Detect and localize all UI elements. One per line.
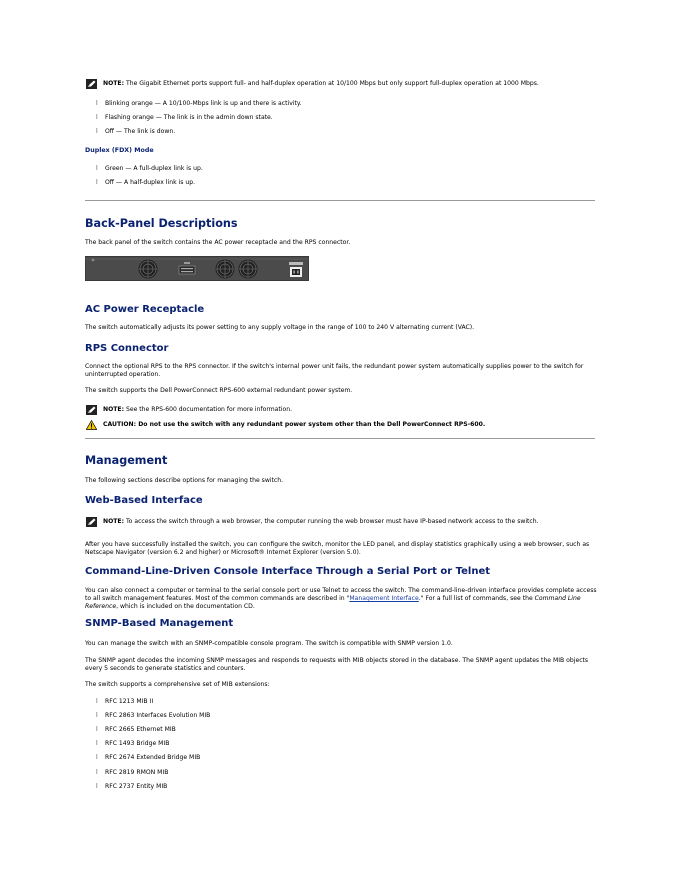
cli-paragraph: You can also connect a computer or terminal to the serial console port or use Telnet to access the switch. The command-line-driven interface provides complete access to all switch management features. Most of the common commands are described in "Management Interface." For a full list of commands, see the Command Line Reference, which is included on the documentation CD.: [85, 587, 597, 611]
duplex-heading: Duplex (FDX) Mode: [85, 147, 154, 154]
note-label: NOTE:: [103, 80, 125, 87]
snmp-paragraph: The switch supports a comprehensive set of MIB extensions:: [85, 681, 270, 688]
bullet-icon: l: [96, 114, 98, 121]
rps-heading: RPS Connector: [85, 343, 169, 354]
bullet-icon: l: [96, 712, 98, 719]
list-item: l Green — A full-duplex link is up.: [96, 165, 203, 172]
note-label: NOTE:: [103, 406, 125, 413]
list-item: l Off — The link is down.: [96, 128, 176, 135]
ac-power-text: The switch automatically adjusts its power setting to any supply voltage in the range of 100 to 240 V alternating current (VAC).: [85, 324, 475, 331]
note-text: The Gigabit Ethernet ports support full- and half-duplex operation at 10/100 Mbps but only support full-duplex operation at 1000 Mbps.: [124, 80, 539, 87]
divider: [85, 200, 595, 201]
note-pencil-icon: [86, 79, 97, 89]
snmp-paragraph: The SNMP agent decodes the incoming SNMP messages and responds to requests with MIB objects stored in the database. The SNMP agent updates the MIB objects every 5 seconds to generate statistics and counters.: [85, 657, 589, 673]
bullet-icon: l: [96, 783, 98, 790]
bullet-icon: l: [96, 128, 98, 135]
snmp-paragraph: You can manage the switch with an SNMP-compatible console program. The switch is compatible with SNMP version 1.0.: [85, 640, 453, 647]
rps-paragraph: The switch supports the Dell PowerConnect RPS-600 external redundant power system.: [85, 387, 353, 394]
note-pencil-icon: [86, 517, 97, 527]
web-heading: Web-Based Interface: [85, 495, 203, 506]
list-item: l RFC 2665 Ethernet MIB: [96, 726, 176, 733]
note-text: See the RPS-600 documentation for more information.: [124, 406, 293, 413]
ac-power-receptacle-icon: [289, 262, 303, 277]
list-item: l RFC 2674 Extended Bridge MIB: [96, 754, 201, 761]
caution-text: Do not use the switch with any redundant power system other than the Dell PowerConnect RPS-600.: [136, 421, 486, 428]
command-line-reference: Command Line Reference: [85, 595, 581, 611]
list-item: l Flashing orange — The link is in the admin down state.: [96, 114, 273, 121]
snmp-heading: SNMP-Based Management: [85, 618, 234, 629]
note-label: NOTE:: [103, 518, 125, 525]
fan-icon: [139, 260, 158, 279]
bullet-icon: l: [96, 769, 98, 776]
gigabit-note: [86, 79, 539, 89]
list-item: l RFC 1493 Bridge MIB: [96, 740, 170, 747]
ac-power-heading: AC Power Receptacle: [85, 304, 205, 315]
rps-note: [86, 405, 292, 415]
bullet-icon: l: [96, 698, 98, 705]
rps-caution: [86, 420, 485, 430]
back-panel-illustration: [85, 256, 309, 281]
back-panel-text: The back panel of the switch contains the AC power receptacle and the RPS connector.: [85, 239, 351, 246]
bullet-icon: l: [96, 754, 98, 761]
web-paragraph: After you have successfully installed the switch, you can configure the switch, monitor the LED panel, and display statistics graphically using a web browser, such as Netscape Navigator (version 6.2 and higher) or Microsoft® Internet Explorer (version 5.0).: [85, 541, 590, 557]
web-note: [86, 517, 539, 527]
management-heading: Management: [85, 454, 168, 467]
note-pencil-icon: [86, 405, 97, 415]
management-interface-link[interactable]: Management Interface: [349, 595, 419, 603]
list-item: l RFC 1213 MIB II: [96, 698, 154, 705]
caution-label: CAUTION:: [103, 421, 137, 428]
rps-paragraph: Connect the optional RPS to the RPS connector. If the switch's internal power unit fails, the redundant power system automatically supplies power to the switch for uninterrupted operation.: [85, 363, 584, 379]
list-item: l RFC 2863 Interfaces Evolution MIB: [96, 712, 211, 719]
bullet-icon: l: [96, 165, 98, 172]
list-item: l RFC 2819 RMON MIB: [96, 769, 169, 776]
bullet-icon: l: [96, 100, 98, 107]
list-item: l Blinking orange — A 10/100-Mbps link is up and there is activity.: [96, 100, 302, 107]
list-item: l RFC 2737 Entity MIB: [96, 783, 168, 790]
bullet-icon: l: [96, 179, 98, 186]
cli-heading: Command-Line-Driven Console Interface Through a Serial Port or Telnet: [85, 566, 491, 577]
bullet-icon: l: [96, 726, 98, 733]
caution-warning-icon: [86, 420, 97, 430]
bullet-icon: l: [96, 740, 98, 747]
back-panel-heading: Back-Panel Descriptions: [85, 217, 238, 230]
fan-icon: [216, 260, 235, 279]
management-text: The following sections describe options for managing the switch.: [85, 477, 284, 484]
divider: [85, 438, 595, 439]
fan-icon: [239, 260, 258, 279]
note-text: To access the switch through a web browser, the computer running the web browser must have IP-based network access to the switch.: [124, 518, 539, 525]
list-item: l Off — A half-duplex link is up.: [96, 179, 196, 186]
